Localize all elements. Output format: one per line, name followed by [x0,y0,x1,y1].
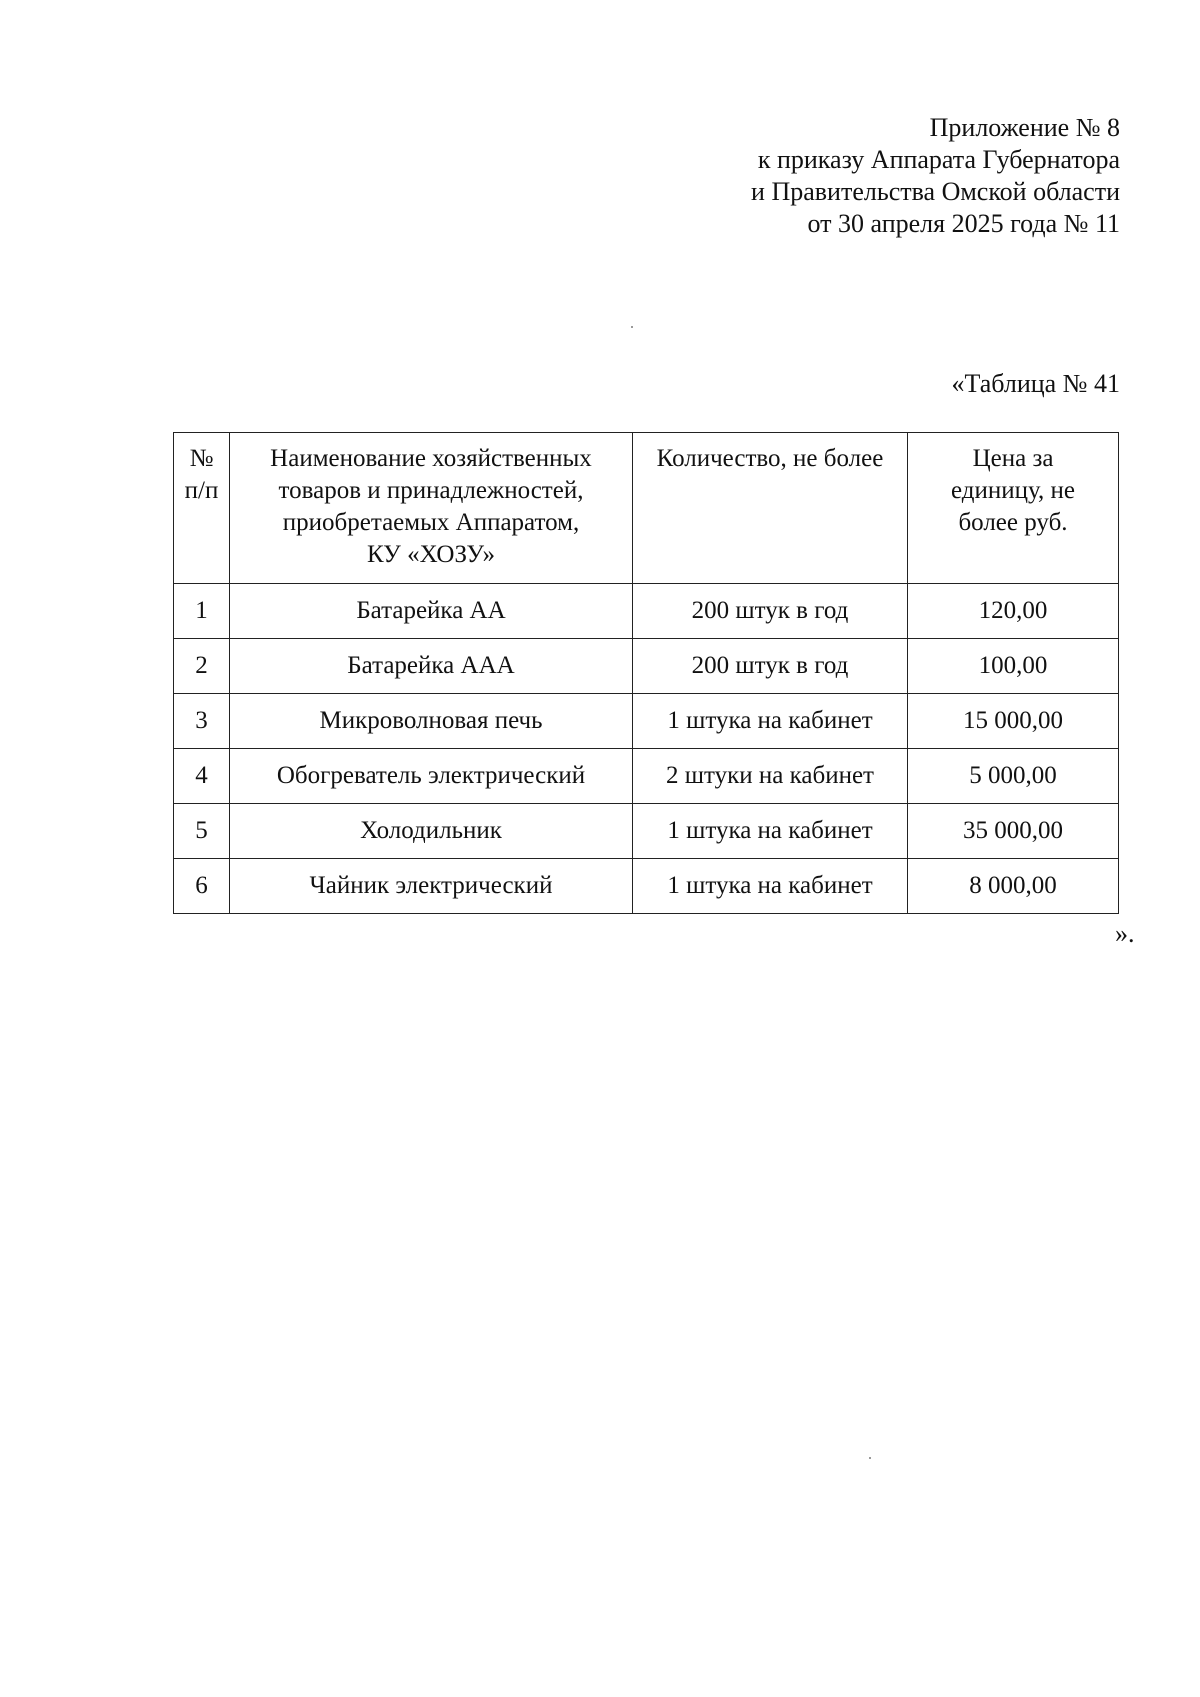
table-row [174,804,1119,859]
item-price: 35 000,00 [908,804,1119,859]
item-price: 100,00 [908,639,1119,694]
row-number: 1 [174,584,230,639]
item-quantity: 1 штука на кабинет [633,694,908,749]
column-header-number-line-1: № [189,445,214,472]
order-date-number: от 30 апреля 2025 года № 11 [807,209,1120,238]
item-name: Батарейка АА [230,584,633,639]
row-number: 6 [174,859,230,914]
column-header-price-line-3: более руб. [958,509,1068,536]
column-header-name-line-4: КУ «ХОЗУ» [367,541,495,568]
item-price: 5 000,00 [908,749,1119,804]
column-header-price [908,433,1119,584]
row-number: 2 [174,639,230,694]
column-header-name-line-3: приобретаемых Аппаратом, [282,509,580,536]
item-price: 8 000,00 [908,859,1119,914]
item-quantity: 1 штука на кабинет [633,804,908,859]
column-header-quantity-text: Количество, не более [656,445,884,472]
column-header-name [230,433,633,584]
item-quantity: 200 штук в год [633,584,908,639]
table-caption: «Таблица № 41 [951,369,1120,398]
item-price: 15 000,00 [908,694,1119,749]
column-header-quantity [633,433,908,584]
table-row [174,859,1119,914]
closing-quote: ». [1115,919,1135,948]
item-name: Микроволновая печь [230,694,633,749]
column-header-price-line-1: Цена за [972,445,1054,472]
item-name: Обогреватель электрический [230,749,633,804]
item-quantity: 200 штук в год [633,639,908,694]
table-row [174,639,1119,694]
column-header-name-line-1: Наименование хозяйственных [270,445,592,472]
table-row [174,749,1119,804]
item-quantity: 2 штуки на кабинет [633,749,908,804]
table-row [174,694,1119,749]
table-row [174,584,1119,639]
goods-table [173,432,1119,914]
column-header-number [174,433,230,584]
scan-speck [869,1457,871,1459]
column-header-number-line-2: п/п [184,477,219,504]
item-name: Холодильник [230,804,633,859]
row-number: 3 [174,694,230,749]
document-header [751,112,1120,240]
column-header-name-line-2: товаров и принадлежностей, [278,477,584,504]
order-reference-line-1: к приказу Аппарата Губернатора [757,145,1120,174]
appendix-number: Приложение № 8 [929,113,1120,142]
item-name: Батарейка ААА [230,639,633,694]
item-name: Чайник электрический [230,859,633,914]
column-header-price-line-2: единицу, не [951,477,1075,504]
scan-speck [631,326,633,328]
row-number: 5 [174,804,230,859]
item-quantity: 1 штука на кабинет [633,859,908,914]
item-price: 120,00 [908,584,1119,639]
row-number: 4 [174,749,230,804]
order-reference-line-2: и Правительства Омской области [751,177,1120,206]
table-header-row [174,433,1119,584]
